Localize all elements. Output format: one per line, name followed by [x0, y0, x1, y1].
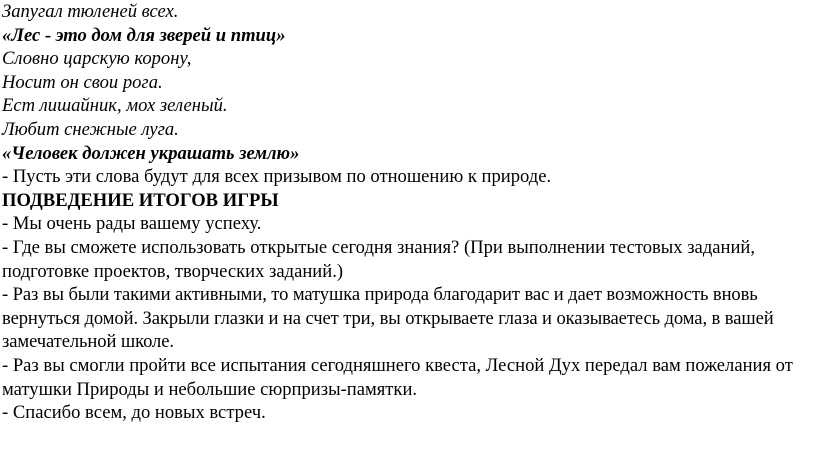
summary-item: - Спасибо всем, до новых встреч. — [2, 402, 266, 424]
summary-heading: ПОДВЕДЕНИЕ ИТОГОВ ИГРЫ — [2, 189, 279, 211]
poem-line: Любит снежные луга. — [2, 118, 179, 140]
summary-item: - Мы очень рады вашему успеху. — [2, 213, 262, 235]
poem-line: Ест лишайник, мох зеленый. — [2, 95, 228, 117]
paragraph: - Пусть эти слова будут для всех призывом по отношению к природе. — [2, 166, 552, 188]
section-title-person: «Человек должен украшать землю» — [2, 142, 300, 164]
summary-item: - Раз вы были такими активными, то матушка природа благодарит вас и дает возможность вновь вернуться домой. Закрыли глазки и на счет три, вы открываете глаза и оказываетесь дома, в вашей замечательной школе. — [2, 284, 774, 353]
section-title-forest: «Лес - это дом для зверей и птиц» — [2, 24, 286, 46]
document-page — [2, 0, 814, 425]
summary-item: - Где вы сможете использовать открытые сегодня знания? (При выполнении тестовых заданий, подготовке проектов, творческих заданий.) — [2, 236, 756, 282]
summary-item: - Раз вы смогли пройти все испытания сегодняшнего квеста, Лесной Дух передал вам пожелания от матушки Природы и небольшие сюрпризы-памятки. — [2, 354, 793, 400]
poem-line: Носит он свои рога. — [2, 71, 163, 93]
poem-line: Словно царскую корону, — [2, 48, 192, 70]
poem-line: Запугал тюленей всех. — [2, 1, 179, 22]
